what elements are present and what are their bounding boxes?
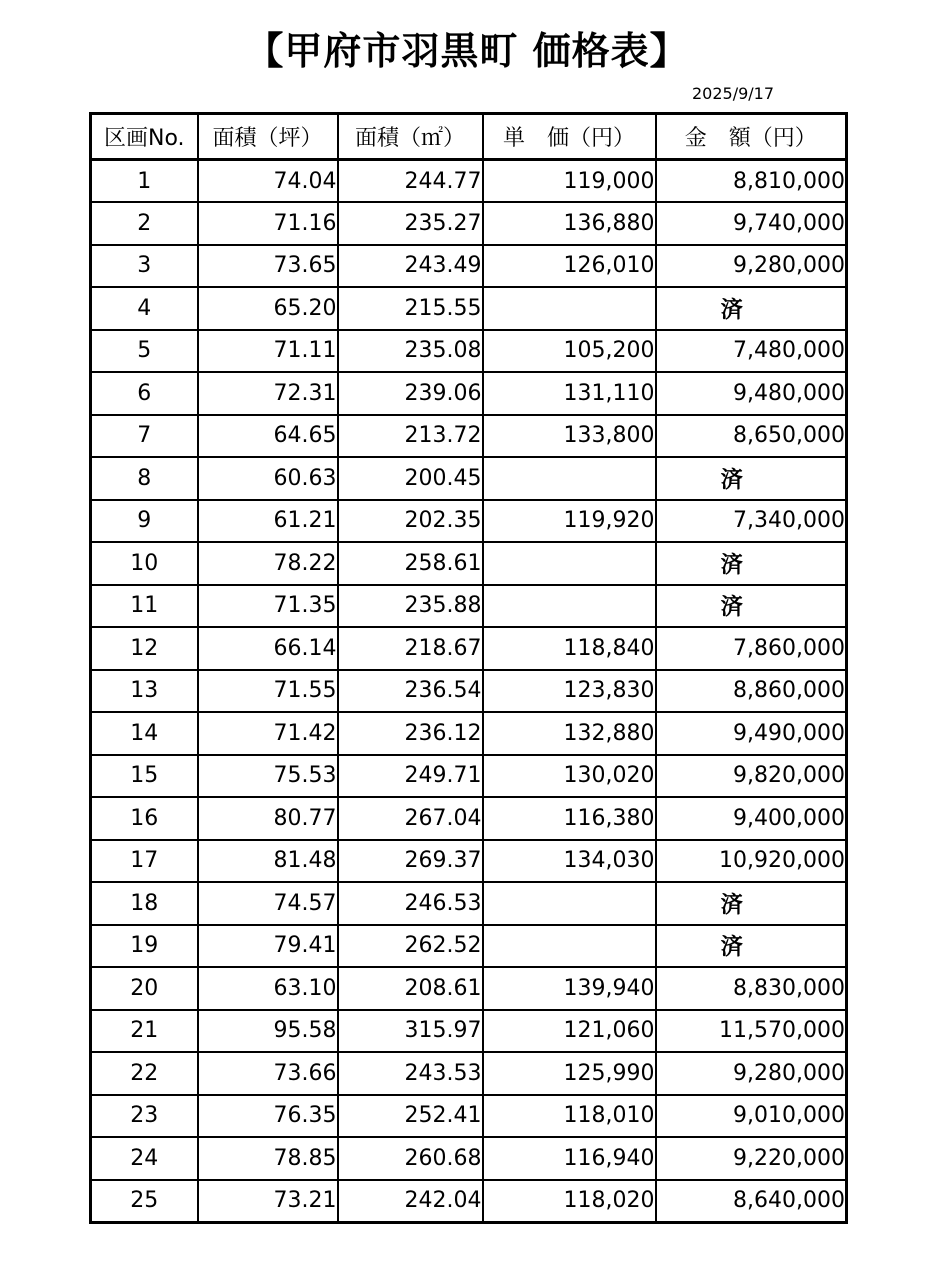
cell-amount: 9,740,000 <box>656 202 847 245</box>
cell-unit-price: 123,830 <box>483 670 656 713</box>
cell-area-tsubo: 74.04 <box>198 160 338 203</box>
cell-amount: 9,490,000 <box>656 712 847 755</box>
table-row <box>91 712 847 755</box>
cell-unit-price: 118,010 <box>483 1095 656 1138</box>
cell-area-tsubo: 76.35 <box>198 1095 338 1138</box>
cell-area-tsubo: 71.55 <box>198 670 338 713</box>
cell-unit-price: 119,000 <box>483 160 656 203</box>
cell-area-m2: 235.27 <box>338 202 483 245</box>
table-body <box>91 160 847 1223</box>
cell-area-m2: 242.04 <box>338 1180 483 1223</box>
cell-amount-sold <box>656 585 847 628</box>
table-row <box>91 500 847 543</box>
cell-area-m2: 246.53 <box>338 882 483 925</box>
cell-amount: 9,280,000 <box>656 245 847 288</box>
cell-area-tsubo: 71.42 <box>198 712 338 755</box>
cell-area-m2: 236.12 <box>338 712 483 755</box>
table-row <box>91 967 847 1010</box>
cell-lot-number: 11 <box>91 585 198 628</box>
cell-unit-price <box>483 882 656 925</box>
sold-mark: 済 <box>720 297 743 323</box>
cell-unit-price: 125,990 <box>483 1052 656 1095</box>
cell-area-m2: 269.37 <box>338 840 483 883</box>
cell-amount: 8,810,000 <box>656 160 847 203</box>
cell-area-tsubo: 71.16 <box>198 202 338 245</box>
cell-unit-price <box>483 925 656 968</box>
cell-amount: 10,920,000 <box>656 840 847 883</box>
table-row <box>91 1010 847 1053</box>
cell-lot-number: 6 <box>91 372 198 415</box>
cell-amount: 8,650,000 <box>656 415 847 458</box>
cell-amount: 9,400,000 <box>656 797 847 840</box>
sold-mark: 済 <box>720 935 743 961</box>
header-unit-price: 単 価（円） <box>483 114 656 160</box>
table-row <box>91 882 847 925</box>
cell-amount: 8,860,000 <box>656 670 847 713</box>
document-date: 2025/9/17 <box>692 84 775 103</box>
cell-area-tsubo: 63.10 <box>198 967 338 1010</box>
cell-unit-price: 136,880 <box>483 202 656 245</box>
table-row <box>91 1180 847 1223</box>
cell-area-m2: 202.35 <box>338 500 483 543</box>
cell-lot-number: 3 <box>91 245 198 288</box>
cell-lot-number: 10 <box>91 542 198 585</box>
cell-amount: 7,340,000 <box>656 500 847 543</box>
cell-lot-number: 5 <box>91 330 198 373</box>
cell-amount: 9,480,000 <box>656 372 847 415</box>
cell-area-tsubo: 78.22 <box>198 542 338 585</box>
cell-lot-number: 2 <box>91 202 198 245</box>
cell-lot-number: 13 <box>91 670 198 713</box>
cell-lot-number: 4 <box>91 287 198 330</box>
cell-area-m2: 252.41 <box>338 1095 483 1138</box>
cell-area-tsubo: 61.21 <box>198 500 338 543</box>
cell-area-tsubo: 64.65 <box>198 415 338 458</box>
cell-area-tsubo: 75.53 <box>198 755 338 798</box>
cell-area-m2: 235.08 <box>338 330 483 373</box>
cell-lot-number: 20 <box>91 967 198 1010</box>
cell-amount: 11,570,000 <box>656 1010 847 1053</box>
table-row <box>91 755 847 798</box>
table-row <box>91 585 847 628</box>
page-title: 【甲府市羽黒町 価格表】 <box>245 29 689 73</box>
cell-area-tsubo: 66.14 <box>198 627 338 670</box>
table-row <box>91 330 847 373</box>
cell-lot-number: 24 <box>91 1137 198 1180</box>
cell-unit-price: 118,840 <box>483 627 656 670</box>
cell-area-m2: 249.71 <box>338 755 483 798</box>
cell-area-m2: 244.77 <box>338 160 483 203</box>
price-table <box>89 112 848 1224</box>
cell-area-m2: 218.67 <box>338 627 483 670</box>
cell-area-tsubo: 95.58 <box>198 1010 338 1053</box>
cell-lot-number: 19 <box>91 925 198 968</box>
cell-amount: 9,220,000 <box>656 1137 847 1180</box>
cell-lot-number: 17 <box>91 840 198 883</box>
cell-amount-sold <box>656 882 847 925</box>
table-row <box>91 925 847 968</box>
cell-amount-sold <box>656 287 847 330</box>
cell-lot-number: 18 <box>91 882 198 925</box>
sold-mark: 済 <box>720 467 743 493</box>
cell-lot-number: 23 <box>91 1095 198 1138</box>
cell-amount: 8,830,000 <box>656 967 847 1010</box>
table-row <box>91 1095 847 1138</box>
cell-area-tsubo: 73.66 <box>198 1052 338 1095</box>
table-row <box>91 415 847 458</box>
table-row <box>91 457 847 500</box>
cell-unit-price: 119,920 <box>483 500 656 543</box>
cell-area-tsubo: 81.48 <box>198 840 338 883</box>
cell-area-m2: 267.04 <box>338 797 483 840</box>
cell-lot-number: 15 <box>91 755 198 798</box>
cell-unit-price: 121,060 <box>483 1010 656 1053</box>
header-area-tsubo: 面積（坪） <box>198 114 338 160</box>
table-row <box>91 542 847 585</box>
cell-unit-price: 133,800 <box>483 415 656 458</box>
cell-lot-number: 22 <box>91 1052 198 1095</box>
cell-area-m2: 243.53 <box>338 1052 483 1095</box>
table-row <box>91 287 847 330</box>
header-amount: 金 額（円） <box>656 114 847 160</box>
cell-area-tsubo: 65.20 <box>198 287 338 330</box>
cell-area-m2: 262.52 <box>338 925 483 968</box>
cell-unit-price: 132,880 <box>483 712 656 755</box>
table-row <box>91 372 847 415</box>
cell-lot-number: 12 <box>91 627 198 670</box>
table-row <box>91 840 847 883</box>
cell-unit-price <box>483 585 656 628</box>
cell-lot-number: 16 <box>91 797 198 840</box>
cell-amount-sold <box>656 457 847 500</box>
sold-mark: 済 <box>720 595 743 621</box>
cell-unit-price: 116,940 <box>483 1137 656 1180</box>
table-row <box>91 202 847 245</box>
cell-unit-price: 131,110 <box>483 372 656 415</box>
cell-unit-price <box>483 287 656 330</box>
cell-amount: 9,820,000 <box>656 755 847 798</box>
cell-unit-price: 116,380 <box>483 797 656 840</box>
cell-area-m2: 315.97 <box>338 1010 483 1053</box>
cell-unit-price <box>483 542 656 585</box>
table-row <box>91 1137 847 1180</box>
table-row <box>91 160 847 203</box>
cell-unit-price: 130,020 <box>483 755 656 798</box>
cell-amount: 9,280,000 <box>656 1052 847 1095</box>
table-row <box>91 670 847 713</box>
cell-area-tsubo: 78.85 <box>198 1137 338 1180</box>
cell-area-m2: 208.61 <box>338 967 483 1010</box>
cell-area-tsubo: 60.63 <box>198 457 338 500</box>
cell-amount-sold <box>656 542 847 585</box>
cell-area-m2: 236.54 <box>338 670 483 713</box>
cell-unit-price <box>483 457 656 500</box>
cell-area-m2: 243.49 <box>338 245 483 288</box>
header-area-m2: 面積（㎡） <box>338 114 483 160</box>
cell-lot-number: 9 <box>91 500 198 543</box>
cell-lot-number: 25 <box>91 1180 198 1223</box>
table-header-row <box>91 114 847 160</box>
cell-area-tsubo: 74.57 <box>198 882 338 925</box>
cell-amount: 9,010,000 <box>656 1095 847 1138</box>
cell-amount-sold <box>656 925 847 968</box>
cell-area-tsubo: 79.41 <box>198 925 338 968</box>
cell-unit-price: 118,020 <box>483 1180 656 1223</box>
cell-lot-number: 21 <box>91 1010 198 1053</box>
cell-area-tsubo: 73.21 <box>198 1180 338 1223</box>
table-row <box>91 627 847 670</box>
cell-amount: 8,640,000 <box>656 1180 847 1223</box>
cell-unit-price: 134,030 <box>483 840 656 883</box>
cell-lot-number: 14 <box>91 712 198 755</box>
cell-area-m2: 258.61 <box>338 542 483 585</box>
cell-area-m2: 239.06 <box>338 372 483 415</box>
cell-area-tsubo: 80.77 <box>198 797 338 840</box>
cell-area-m2: 260.68 <box>338 1137 483 1180</box>
cell-unit-price: 139,940 <box>483 967 656 1010</box>
table-row <box>91 1052 847 1095</box>
cell-area-m2: 213.72 <box>338 415 483 458</box>
cell-lot-number: 7 <box>91 415 198 458</box>
cell-area-tsubo: 71.35 <box>198 585 338 628</box>
cell-unit-price: 105,200 <box>483 330 656 373</box>
table-row <box>91 245 847 288</box>
header-lot-number: 区画No. <box>91 114 198 160</box>
cell-area-m2: 235.88 <box>338 585 483 628</box>
table-row <box>91 797 847 840</box>
cell-lot-number: 1 <box>91 160 198 203</box>
cell-unit-price: 126,010 <box>483 245 656 288</box>
cell-area-tsubo: 73.65 <box>198 245 338 288</box>
cell-amount: 7,480,000 <box>656 330 847 373</box>
cell-area-tsubo: 72.31 <box>198 372 338 415</box>
cell-area-m2: 200.45 <box>338 457 483 500</box>
cell-lot-number: 8 <box>91 457 198 500</box>
cell-area-m2: 215.55 <box>338 287 483 330</box>
cell-amount: 7,860,000 <box>656 627 847 670</box>
sold-mark: 済 <box>720 892 743 918</box>
cell-area-tsubo: 71.11 <box>198 330 338 373</box>
sold-mark: 済 <box>720 552 743 578</box>
